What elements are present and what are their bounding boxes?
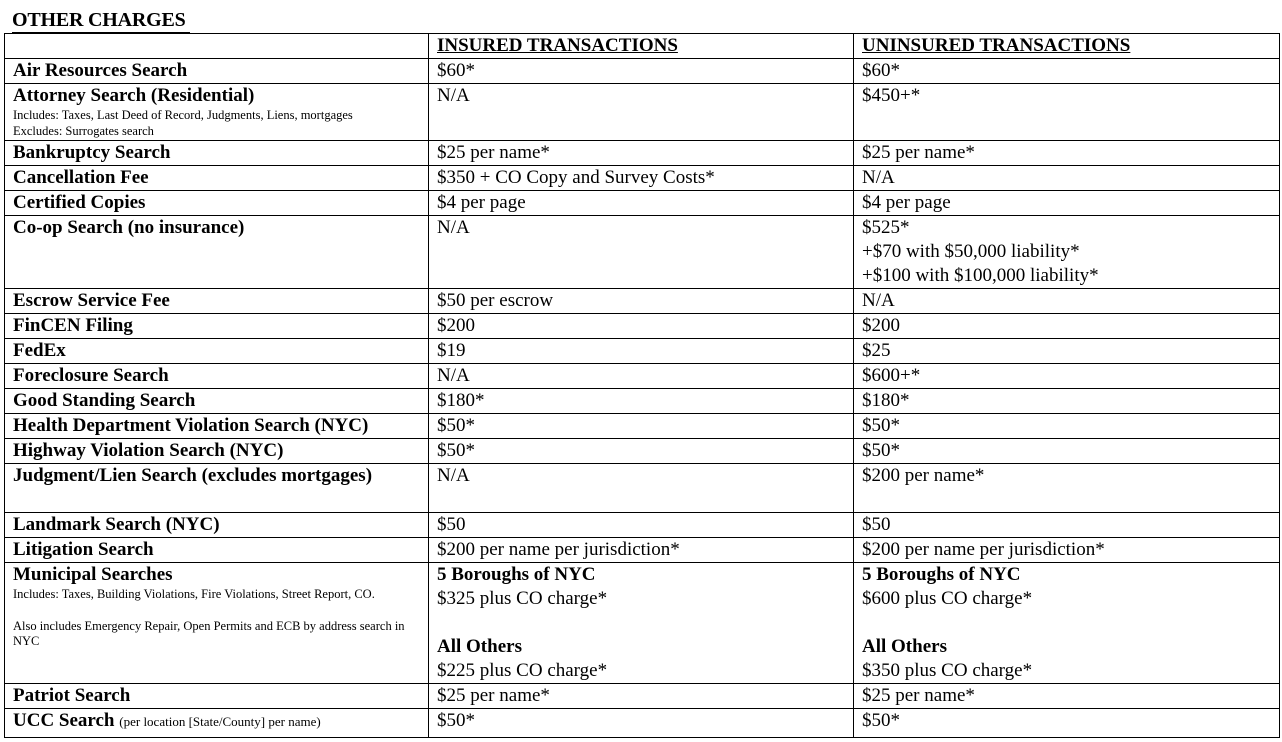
service-name: Bankruptcy Search — [5, 141, 429, 166]
uninsured-value: $200 per name* — [854, 464, 1280, 513]
insured-value: N/A — [429, 364, 854, 389]
insured-cell — [429, 563, 854, 684]
uninsured-value: $50* — [854, 414, 1280, 439]
table-row — [5, 414, 1280, 439]
uninsured-subheading: 5 Boroughs of NYC — [862, 564, 1021, 585]
service-name: Good Standing Search — [5, 389, 429, 414]
service-note: (per location [State/County] per name) — [119, 714, 321, 729]
insured-value: $60* — [429, 59, 854, 84]
insured-value: $50* — [429, 414, 854, 439]
section-title: OTHER CHARGES — [12, 8, 190, 34]
table-row — [5, 216, 1280, 289]
uninsured-value: $525* — [862, 217, 910, 238]
insured-value: $350 + CO Copy and Survey Costs* — [429, 166, 854, 191]
uninsured-subheading: All Others — [862, 636, 947, 657]
insured-value: N/A — [429, 84, 854, 141]
table-row — [5, 141, 1280, 166]
uninsured-value: $350 plus CO charge* — [862, 660, 1033, 681]
insured-value: $200 — [429, 314, 854, 339]
header-service-cell — [5, 34, 429, 59]
service-note: Includes: Taxes, Last Deed of Record, Judgments, Liens, mortgages — [13, 108, 353, 122]
service-name: Air Resources Search — [5, 59, 429, 84]
insured-value: $50* — [429, 439, 854, 464]
insured-value: $325 plus CO charge* — [437, 588, 608, 609]
table-row — [5, 289, 1280, 314]
insured-value: $50 per escrow — [429, 289, 854, 314]
uninsured-value: $50 — [854, 513, 1280, 538]
uninsured-value: $50* — [854, 439, 1280, 464]
table-row — [5, 84, 1280, 141]
table-row — [5, 563, 1280, 684]
insured-subheading: All Others — [437, 636, 522, 657]
insured-value: $200 per name per jurisdiction* — [429, 538, 854, 563]
service-name: Co-op Search (no insurance) — [5, 216, 429, 289]
header-uninsured: UNINSURED TRANSACTIONS — [854, 34, 1280, 59]
service-name: Cancellation Fee — [5, 166, 429, 191]
service-cell — [5, 563, 429, 684]
insured-value: $225 plus CO charge* — [437, 660, 608, 681]
service-name: Foreclosure Search — [5, 364, 429, 389]
table-row — [5, 538, 1280, 563]
insured-subheading: 5 Boroughs of NYC — [437, 564, 596, 585]
uninsured-value: $180* — [854, 389, 1280, 414]
uninsured-value: +$70 with $50,000 liability* — [862, 241, 1080, 262]
table-row — [5, 191, 1280, 216]
cell-spacer — [862, 611, 1279, 635]
uninsured-value: $25 per name* — [854, 684, 1280, 709]
service-name: FedEx — [5, 339, 429, 364]
insured-value: $50 — [429, 513, 854, 538]
service-cell — [5, 709, 429, 738]
uninsured-value: $25 per name* — [854, 141, 1280, 166]
table-row — [5, 513, 1280, 538]
table-row — [5, 166, 1280, 191]
table-row — [5, 364, 1280, 389]
service-note: Also includes Emergency Repair, Open Permits and ECB by address search in NYC — [13, 618, 405, 648]
table-row — [5, 59, 1280, 84]
service-name: Municipal Searches — [13, 564, 173, 585]
uninsured-value: $600+* — [854, 364, 1280, 389]
uninsured-value: +$100 with $100,000 liability* — [862, 265, 1099, 286]
service-name: Litigation Search — [5, 538, 429, 563]
header-row — [5, 34, 1280, 59]
service-name: FinCEN Filing — [5, 314, 429, 339]
uninsured-value: $50* — [854, 709, 1280, 738]
note-spacer — [13, 603, 428, 619]
service-name: Certified Copies — [5, 191, 429, 216]
service-name: Escrow Service Fee — [5, 289, 429, 314]
service-name: UCC Search — [13, 710, 115, 731]
service-name: Judgment/Lien Search (excludes mortgages) — [5, 464, 429, 513]
insured-value: $25 per name* — [429, 684, 854, 709]
header-insured: INSURED TRANSACTIONS — [429, 34, 854, 59]
uninsured-value: $450+* — [854, 84, 1280, 141]
table-row — [5, 389, 1280, 414]
uninsured-value: $25 — [854, 339, 1280, 364]
table-row — [5, 684, 1280, 709]
insured-value: $180* — [429, 389, 854, 414]
cell-spacer — [437, 611, 853, 635]
table-row — [5, 314, 1280, 339]
table-row — [5, 339, 1280, 364]
insured-value: N/A — [429, 216, 854, 289]
uninsured-value: $600 plus CO charge* — [862, 588, 1033, 609]
service-cell — [5, 84, 429, 141]
insured-value: $25 per name* — [429, 141, 854, 166]
insured-value: $19 — [429, 339, 854, 364]
uninsured-value: $200 per name per jurisdiction* — [854, 538, 1280, 563]
uninsured-value: N/A — [854, 289, 1280, 314]
uninsured-cell — [854, 563, 1280, 684]
service-note: Includes: Taxes, Building Violations, Fire Violations, Street Report, CO. — [13, 587, 375, 601]
service-name: Patriot Search — [5, 684, 429, 709]
service-note: Excludes: Surrogates search — [13, 123, 154, 138]
table-row — [5, 439, 1280, 464]
uninsured-cell — [854, 216, 1280, 289]
insured-value: $50* — [429, 709, 854, 738]
table-row — [5, 464, 1280, 513]
charges-table — [4, 33, 1280, 738]
service-name: Health Department Violation Search (NYC) — [5, 414, 429, 439]
uninsured-value: N/A — [854, 166, 1280, 191]
uninsured-value: $200 — [854, 314, 1280, 339]
insured-value: $4 per page — [429, 191, 854, 216]
table-row — [5, 709, 1280, 738]
service-name: Attorney Search (Residential) — [13, 85, 255, 106]
insured-value: N/A — [429, 464, 854, 513]
uninsured-value: $4 per page — [854, 191, 1280, 216]
service-name: Landmark Search (NYC) — [5, 513, 429, 538]
service-name: Highway Violation Search (NYC) — [5, 439, 429, 464]
uninsured-value: $60* — [854, 59, 1280, 84]
